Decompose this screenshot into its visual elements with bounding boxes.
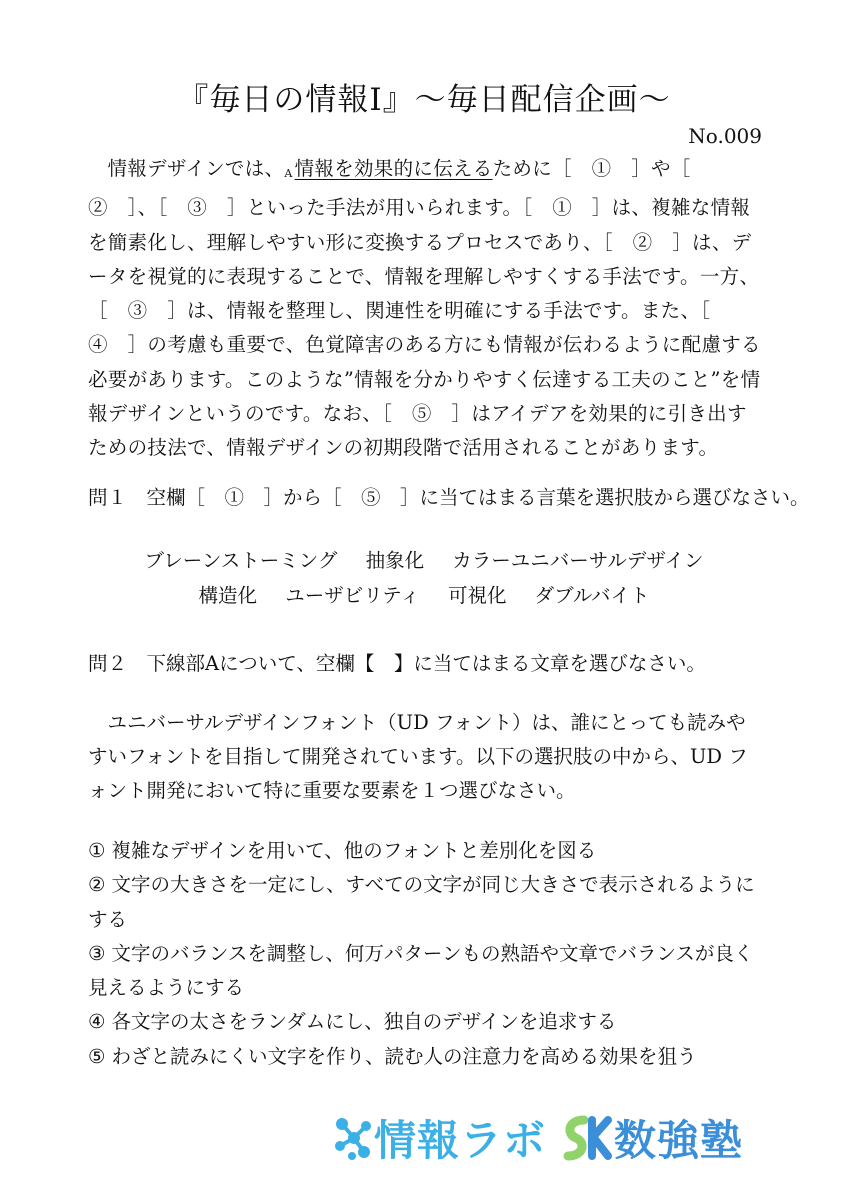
joho-lab-logo-text: 情報ラボ <box>374 1116 547 1165</box>
page-title: 『毎日の情報Ⅰ』〜毎日配信企画〜 <box>177 82 671 118</box>
sk-mark-icon <box>562 1114 614 1162</box>
passage-intro: 情報デザインでは、 <box>107 157 285 180</box>
option-marker: ⑤ <box>88 1044 106 1068</box>
option-marker: ③ <box>88 941 106 965</box>
suukyou-juku-logo <box>562 1108 743 1168</box>
option-item <box>88 834 768 868</box>
option-marker: ② <box>88 873 106 897</box>
choice-word: ブレーンストーミング <box>144 549 338 572</box>
passage-paragraph <box>88 152 764 466</box>
question-1 <box>88 482 810 510</box>
option-item <box>88 937 768 1006</box>
choice-word: 可視化 <box>447 584 507 607</box>
option-item <box>88 1005 768 1039</box>
option-text: 各文字の太さをランダムにし、独自のデザインを追求する <box>111 1010 617 1034</box>
option-item <box>88 1040 768 1074</box>
option-text: 文字のバランスを調整し、何万パターンもの熟語や文章でバランスが良く見えるようにする <box>88 941 754 1000</box>
choice-row-2 <box>0 580 848 608</box>
option-text: わざと読みにくい文字を作り、読む人の注意力を高める効果を狙う <box>111 1044 697 1068</box>
option-marker: ① <box>88 839 106 862</box>
molecule-icon <box>330 1114 374 1162</box>
question-2-passage: ユニバーサルデザインフォント（UD フォント）は、誰にとっても読みやすいフォントを目指して開発されています。以下の選択肢の中から、UD フォント開発において特に重要な要素を１つ選びなさい。 <box>88 711 748 802</box>
question-1-text: 空欄［ ① ］から［ ⑤ ］に当てはまる言葉を選択肢から選びなさい。 <box>146 486 810 509</box>
choice-word: 抽象化 <box>365 549 425 572</box>
underlined-phrase: 情報を効果的に伝える <box>294 157 493 180</box>
question-2-label: 問２ <box>88 652 128 675</box>
choice-row-1 <box>0 545 848 573</box>
question-2-text: 下線部Aについて、空欄【 】に当てはまる文章を選びなさい。 <box>146 652 706 675</box>
option-text: 複雑なデザインを用いて、他のフォントと差別化を図る <box>111 839 597 862</box>
question-1-label: 問１ <box>88 486 128 509</box>
underline-marker: A <box>284 167 293 180</box>
suukyou-juku-logo-text: 数強塾 <box>614 1116 744 1165</box>
choice-word: ユーザビリティ <box>285 584 420 607</box>
question-2 <box>88 648 706 676</box>
choice-word: 構造化 <box>198 584 257 607</box>
document-number: No.009 <box>688 124 762 148</box>
passage <box>88 152 764 466</box>
option-text: 文字の大きさを一定にし、すべての文字が同じ大きさで表示されるようにする <box>88 873 755 931</box>
answer-options <box>88 834 768 1074</box>
joho-lab-logo <box>330 1108 546 1168</box>
passage-rest: ために［ ① ］や［ ② ］、［ ③ ］といった手法が用いられます。［ ① ］は、複雑な情報を簡素化し、理解しやすい形に変換するプロセスであり、［ ② ］は、データを視覚的に表現することで、情報を理解しやすくする手法です。一方、［ ③ ］は、情報を整理し、関連性を明確にする手法です。また、［ ④ ］の考慮も重要で、色覚障害のある方にも情報が伝わるように配慮する必要があります。このような”情報を分かりやすく伝達する工夫のこと”を情報デザインというのです。なお、［ ⑤ ］はアイデアを効果的に引き出すための技法で、情報デザインの初期段階で活用されることがあります。 <box>88 157 761 460</box>
option-item <box>88 868 768 937</box>
choice-word: カラーユニバーサルデザイン <box>452 549 704 572</box>
option-marker: ④ <box>88 1010 106 1034</box>
choice-word: ダブルバイト <box>534 584 650 607</box>
